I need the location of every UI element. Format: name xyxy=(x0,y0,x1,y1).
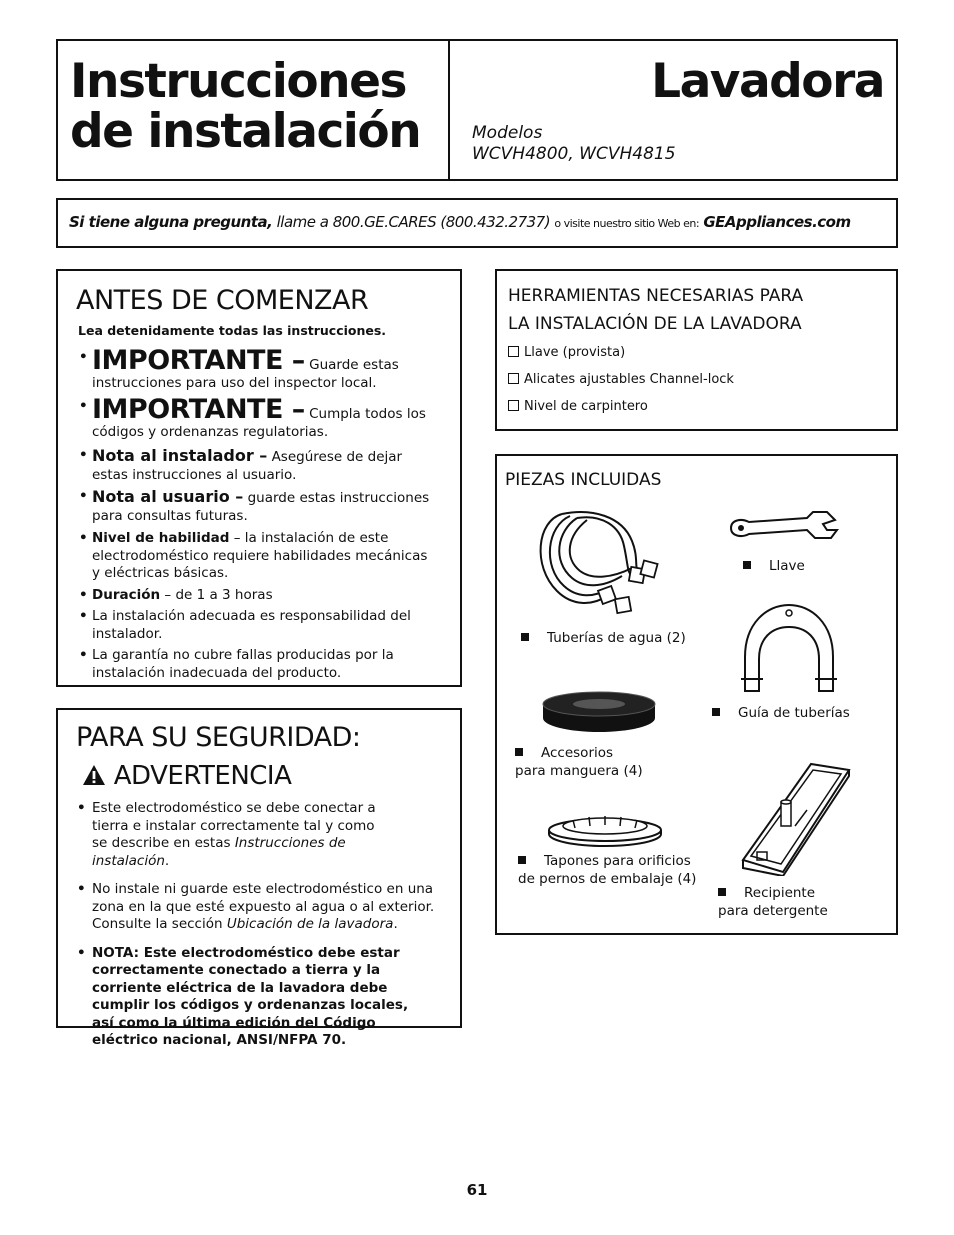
item-lead: Nota al instalador – xyxy=(92,446,268,465)
plugs-label: Tapones para orificios xyxy=(544,853,691,869)
tool-label: Llave (provista) xyxy=(524,345,626,360)
item-lead: Nivel de habilidad xyxy=(92,530,230,546)
antes-heading: ANTES DE COMENZAR xyxy=(76,285,369,316)
antes-list xyxy=(76,345,431,686)
contact-website[interactable]: GEAppliances.com xyxy=(703,213,851,231)
item-lead: IMPORTANTE – xyxy=(92,345,305,376)
seguridad-list xyxy=(74,800,444,1054)
tool-label: Nivel de carpintero xyxy=(524,399,648,414)
list-item xyxy=(76,530,431,583)
warning-icon xyxy=(82,764,106,786)
list-item xyxy=(76,394,431,441)
washers-label: Accesorios xyxy=(541,745,614,761)
bullet-square-icon xyxy=(718,888,726,896)
bullet-square-icon xyxy=(518,856,526,864)
item-italic: Ubicación de la lavadora xyxy=(226,916,394,932)
doc-title xyxy=(70,54,421,159)
seguridad-heading: PARA SU SEGURIDAD: xyxy=(76,722,361,753)
dispenser-label-2: para detergente xyxy=(718,903,828,919)
hoses-label: Tuberías de agua (2) xyxy=(547,630,686,646)
bullet-square-icon xyxy=(521,633,529,641)
models-label: Modelos xyxy=(472,123,543,143)
dispenser-line1 xyxy=(718,884,828,902)
item-text: Guarde estas instrucciones para uso del inspector local. xyxy=(92,357,399,391)
header-box xyxy=(56,39,898,181)
dispenser-label: Recipiente xyxy=(744,885,816,901)
tools-list xyxy=(508,345,734,426)
water-hoses-icon xyxy=(532,506,662,616)
item-lead: Duración xyxy=(92,586,161,603)
herramientas-heading-line2: LA INSTALACIÓN DE LA LAVADORA xyxy=(508,314,802,334)
list-item xyxy=(74,881,444,934)
page-number: 61 xyxy=(466,1181,488,1199)
tool-item xyxy=(508,345,734,360)
bullet-square-icon xyxy=(712,708,720,716)
item-text: Este electrodoméstico se debe conectar a tierra e instalar correctamente tal y como se describe en estas xyxy=(92,800,376,851)
list-item xyxy=(74,945,412,1050)
plugs-line1 xyxy=(518,852,696,870)
herramientas-heading-line1: HERRAMIENTAS NECESARIAS PARA xyxy=(508,286,804,306)
models-info xyxy=(472,123,676,165)
list-item xyxy=(76,587,431,605)
list-item xyxy=(74,800,392,870)
checkbox-icon xyxy=(508,373,519,384)
contact-bar xyxy=(56,198,898,248)
hose-guide-icon xyxy=(737,599,841,695)
tool-item xyxy=(508,372,734,387)
item-text: La garantía no cubre fallas producidas por la instalación inadecuada del producto. xyxy=(92,647,394,681)
checkbox-icon xyxy=(508,346,519,357)
item-text: No instale ni guarde este electrodoméstico en una zona en la que esté expuesto al agua o al exterior. Consulte la sección xyxy=(92,881,435,932)
herramientas-box xyxy=(495,269,898,431)
guide-caption xyxy=(712,704,850,722)
item-text: Cumpla todos los códigos y ordenanzas regulatorias. xyxy=(92,406,426,440)
seguridad-box xyxy=(56,708,462,1048)
item-end: . xyxy=(393,916,398,932)
item-text: NOTA: Este electrodoméstico debe estar correctamente conectado a tierra y la corriente eléctrica de la lavadora debe cumplir los códigos y ordenanzas locales, así como la última edición del Código eléctrico nacional, ANSI/NFPA 70. xyxy=(92,944,409,1048)
wrench-label: Llave xyxy=(769,558,805,574)
item-italic: Instrucciones de instalación xyxy=(92,835,346,869)
hoses-caption xyxy=(521,629,686,647)
contact-or-visit: o visite nuestro sitio Web en: xyxy=(554,217,700,230)
checkbox-icon xyxy=(508,400,519,411)
washers-label-2: para manguera (4) xyxy=(515,763,643,779)
washers-caption xyxy=(515,744,643,780)
detergent-dispenser-icon xyxy=(737,756,853,876)
piezas-heading: PIEZAS INCLUIDAS xyxy=(505,470,662,490)
doc-title-line2: de instalación xyxy=(70,104,421,159)
bullet-square-icon xyxy=(515,748,523,756)
list-item xyxy=(76,447,431,484)
list-item xyxy=(76,647,431,682)
contact-question: Si tiene alguna pregunta, xyxy=(69,213,273,231)
item-text: – de 1 a 3 horas xyxy=(160,586,273,603)
item-end: . xyxy=(164,852,170,869)
item-text: guarde estas instrucciones para consultas futuras. xyxy=(92,490,430,524)
list-item xyxy=(76,488,431,525)
guide-label: Guía de tuberías xyxy=(738,705,850,721)
header-divider xyxy=(448,41,450,179)
item-text: La instalación adecuada es responsabilidad del instalador. xyxy=(92,608,411,642)
washers-line1 xyxy=(515,744,643,762)
warning-text: ADVERTENCIA xyxy=(113,761,292,791)
hose-washers-icon xyxy=(541,688,657,736)
wrench-icon xyxy=(727,510,839,544)
product-name: Lavadora xyxy=(651,54,884,109)
bullet-square-icon xyxy=(743,561,751,569)
contact-line xyxy=(69,213,851,231)
plugs-label-2: de pernos de embalaje (4) xyxy=(518,871,697,887)
models-value: WCVH4800, WCVH4815 xyxy=(472,144,676,164)
list-item xyxy=(76,608,431,643)
plugs-caption xyxy=(518,852,696,888)
item-lead: IMPORTANTE – xyxy=(92,394,305,425)
doc-title-line1: Instrucciones xyxy=(70,54,406,109)
bolt-hole-plugs-icon xyxy=(545,812,665,848)
dispenser-caption xyxy=(718,884,828,920)
contact-call: llame a 800.GE.CARES (800.432.2737) xyxy=(276,213,551,231)
item-text: Asegúrese de dejar estas instrucciones al usuario. xyxy=(92,449,403,483)
warning-line xyxy=(82,760,291,792)
antes-box xyxy=(56,269,462,687)
list-item xyxy=(76,345,431,392)
antes-subheading: Lea detenidamente todas las instrucciones. xyxy=(78,323,387,338)
piezas-box xyxy=(495,454,898,935)
tool-item xyxy=(508,399,734,414)
herramientas-heading xyxy=(508,282,803,338)
item-lead: Nota al usuario – xyxy=(92,487,244,506)
tool-label: Alicates ajustables Channel-lock xyxy=(524,372,734,387)
wrench-caption xyxy=(743,557,805,575)
item-text: – la instalación de este electrodoméstico requiere habilidades mecánicas y eléctricas básicas. xyxy=(92,530,428,581)
